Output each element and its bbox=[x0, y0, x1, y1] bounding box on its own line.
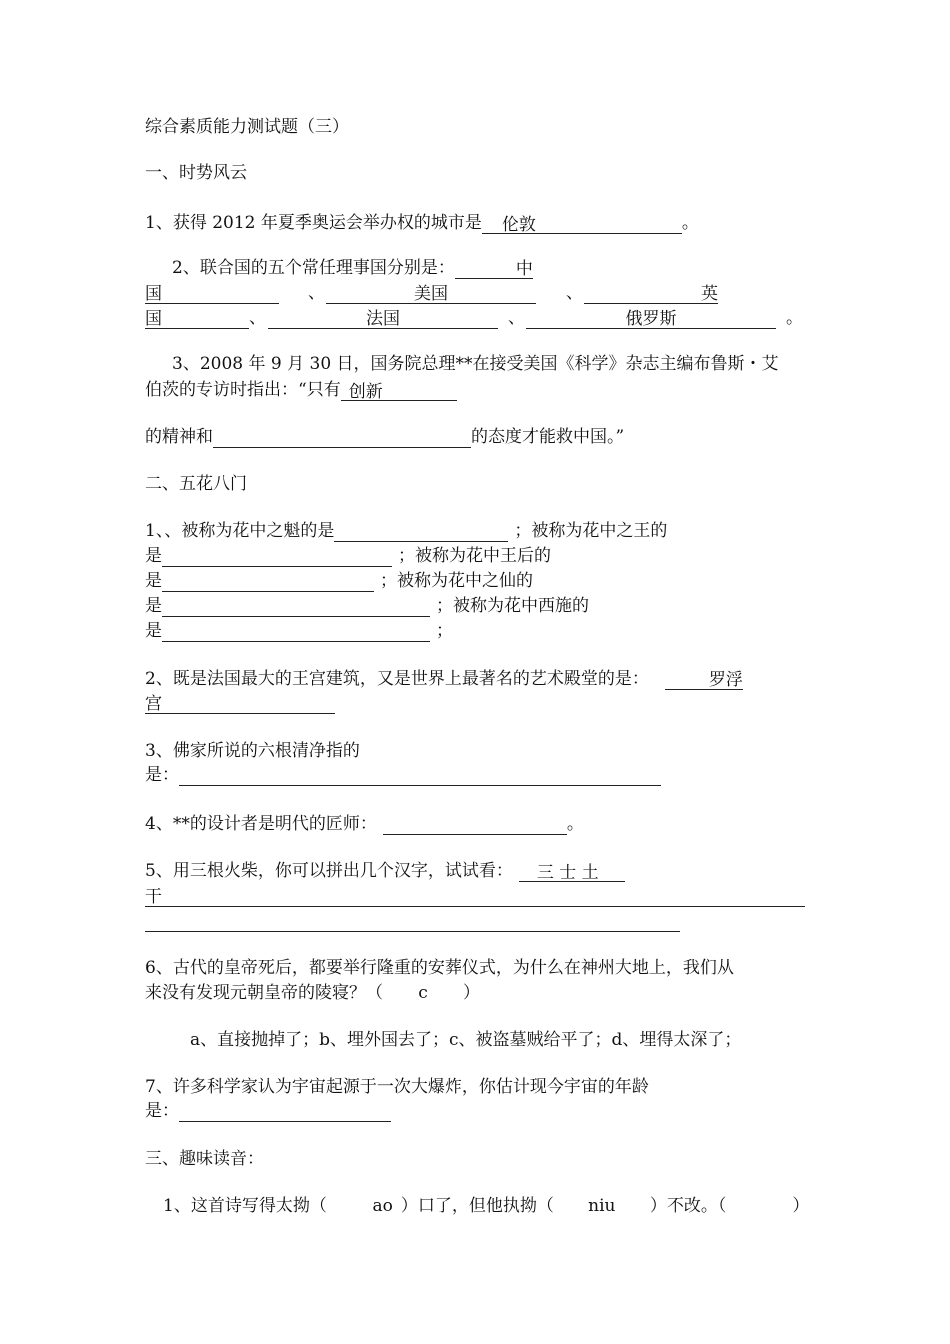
question-text: 2、联合国的五个常任理事国分别是： bbox=[172, 258, 455, 278]
answer-text: 美国 bbox=[326, 283, 536, 304]
shi: 是 bbox=[145, 596, 162, 616]
question-text: 的态度才能救中国。” bbox=[471, 427, 625, 447]
answer-text: 干 bbox=[145, 887, 162, 907]
answer-blank[interactable] bbox=[383, 814, 567, 835]
answer-text: 创新 bbox=[348, 382, 383, 402]
question-3-1 bbox=[163, 1195, 809, 1217]
answer-blank[interactable] bbox=[145, 693, 335, 714]
question-2-3-line2 bbox=[145, 764, 661, 786]
question-text: 1、这首诗写得太拗（ bbox=[163, 1196, 327, 1216]
question-2-3: 3、佛家所说的六根清净指的 bbox=[145, 741, 360, 761]
answer-text: 法国 bbox=[268, 308, 498, 329]
answer-blank[interactable] bbox=[341, 381, 457, 401]
answer-blank-3[interactable] bbox=[584, 282, 718, 304]
question-end: 。 bbox=[786, 308, 803, 328]
question-text: ；被称为花中之仙的 bbox=[380, 571, 533, 591]
question-2-1-line5 bbox=[145, 620, 453, 642]
question-text: 1、、被称为花中之魁的是 bbox=[145, 521, 335, 541]
question-end: 。 bbox=[681, 213, 699, 233]
question-2-6-line2 bbox=[145, 982, 480, 1004]
answer-blank[interactable] bbox=[179, 765, 661, 786]
separator: 、 bbox=[308, 283, 325, 303]
options: a、直接抛掉了；b、埋外国去了；c、被盗墓贼给平了；d、埋得太深了； bbox=[190, 1030, 742, 1050]
answer-blank-4[interactable] bbox=[268, 307, 498, 329]
question-text: ；被称为花中王后的 bbox=[398, 546, 551, 566]
section-2-heading: 二、五花八门 bbox=[145, 474, 247, 494]
question-2-4 bbox=[145, 813, 584, 835]
question-text: ；被称为花中西施的 bbox=[436, 596, 589, 616]
separator: 、 bbox=[566, 283, 583, 303]
question-text: ；被称为花中之王的 bbox=[514, 521, 668, 541]
question-text: 4、**的设计者是明代的匠师： bbox=[145, 814, 377, 834]
answer-blank[interactable] bbox=[665, 669, 743, 690]
answer-blank[interactable] bbox=[334, 521, 508, 542]
question-2-1-line2 bbox=[145, 545, 551, 567]
question-text: 伯茨的专访时指出：“只有 bbox=[145, 380, 341, 400]
shi: 是： bbox=[145, 765, 179, 785]
question-end: ； bbox=[436, 621, 453, 641]
question-2-2-line2 bbox=[145, 692, 335, 714]
question-1-2-line3 bbox=[145, 307, 249, 329]
answer-text[interactable]: c bbox=[418, 983, 428, 1003]
answer-line[interactable] bbox=[145, 931, 680, 932]
question-2-7: 7、许多科学家认为宇宙起源于一次大爆炸，你估计现今宇宙的年龄 bbox=[145, 1077, 649, 1097]
question-text: 2、既是法国最大的王宫建筑，又是世界上最著名的艺术殿堂的是： bbox=[145, 669, 649, 689]
answer-text[interactable]: niu bbox=[588, 1196, 616, 1216]
separator: 、 bbox=[508, 308, 525, 328]
question-1-3-line2 bbox=[145, 379, 457, 401]
question-2-1-line3 bbox=[145, 570, 533, 592]
shi: 是 bbox=[145, 571, 162, 591]
question-2-2 bbox=[145, 668, 743, 690]
question-text: 5、用三根火柴，你可以拼出几个汉字，试试看： bbox=[145, 861, 513, 881]
question-2-7-line2 bbox=[145, 1100, 391, 1122]
answer-blank[interactable] bbox=[145, 283, 279, 304]
question-2-6: 6、古代的皇帝死后，都要举行隆重的安葬仪式，为什么在神州大地上，我们从 bbox=[145, 958, 734, 978]
shi: 是 bbox=[145, 546, 162, 566]
question-1-3-line3 bbox=[145, 426, 624, 448]
answer-text[interactable]: ao bbox=[372, 1196, 393, 1216]
answer-text: 俄罗斯 bbox=[526, 308, 776, 329]
answer-blank[interactable] bbox=[162, 546, 392, 567]
answer-text: 国 bbox=[145, 284, 162, 304]
answer-blank-5[interactable] bbox=[526, 307, 776, 329]
shi: 是： bbox=[145, 1101, 179, 1121]
answer-blank[interactable] bbox=[482, 214, 682, 234]
question-text: ）不改。（ bbox=[649, 1196, 727, 1216]
question-text: 的精神和 bbox=[145, 427, 213, 447]
answer-blank[interactable] bbox=[519, 862, 625, 882]
answer-blank[interactable] bbox=[213, 427, 471, 448]
question-2-1-line4 bbox=[145, 595, 589, 617]
answer-text: 三 士 土 bbox=[536, 863, 599, 883]
answer-blank[interactable] bbox=[179, 1101, 391, 1122]
answer-text: 中 bbox=[515, 259, 533, 279]
answer-text: 英 bbox=[584, 283, 718, 304]
answer-blank[interactable] bbox=[162, 571, 374, 592]
answer-text: 罗浮 bbox=[708, 670, 743, 690]
answer-text: 国 bbox=[145, 309, 162, 329]
question-1-1 bbox=[145, 212, 699, 234]
question-end: ） bbox=[792, 1196, 810, 1216]
question-2-5 bbox=[145, 860, 625, 882]
shi: 是 bbox=[145, 621, 162, 641]
page-title: 综合素质能力测试题（三） bbox=[145, 117, 349, 137]
section-1-heading: 一、时势风云 bbox=[145, 163, 247, 183]
answer-blank[interactable] bbox=[145, 308, 249, 329]
question-1-3: 3、2008 年 9 月 30 日，国务院总理**在接受美国《科学》杂志主编布鲁斯・艾 bbox=[172, 354, 779, 374]
question-1-2-line2 bbox=[145, 282, 279, 304]
question-text: ）口了，但他执拗（ bbox=[400, 1196, 554, 1216]
answer-blank-2[interactable] bbox=[326, 282, 536, 304]
answer-text: 宫 bbox=[145, 694, 162, 714]
question-1-2 bbox=[172, 257, 533, 279]
question-2-1 bbox=[145, 520, 667, 542]
question-2-5-line2 bbox=[145, 885, 805, 907]
answer-blank[interactable] bbox=[162, 596, 430, 617]
question-text: 来没有发现元朝皇帝的陵寝？（ bbox=[145, 983, 383, 1003]
question-text: ） bbox=[463, 983, 480, 1003]
answer-blank[interactable] bbox=[455, 258, 533, 279]
answer-blank[interactable] bbox=[162, 621, 430, 642]
answer-text: 伦敦 bbox=[501, 215, 536, 235]
section-3-heading: 三、趣味读音： bbox=[145, 1149, 264, 1169]
question-text: 1、获得 2012 年夏季奥运会举办权的城市是 bbox=[145, 213, 482, 233]
question-end: 。 bbox=[566, 814, 584, 834]
separator: 、 bbox=[249, 308, 266, 328]
answer-blank[interactable] bbox=[145, 886, 805, 907]
